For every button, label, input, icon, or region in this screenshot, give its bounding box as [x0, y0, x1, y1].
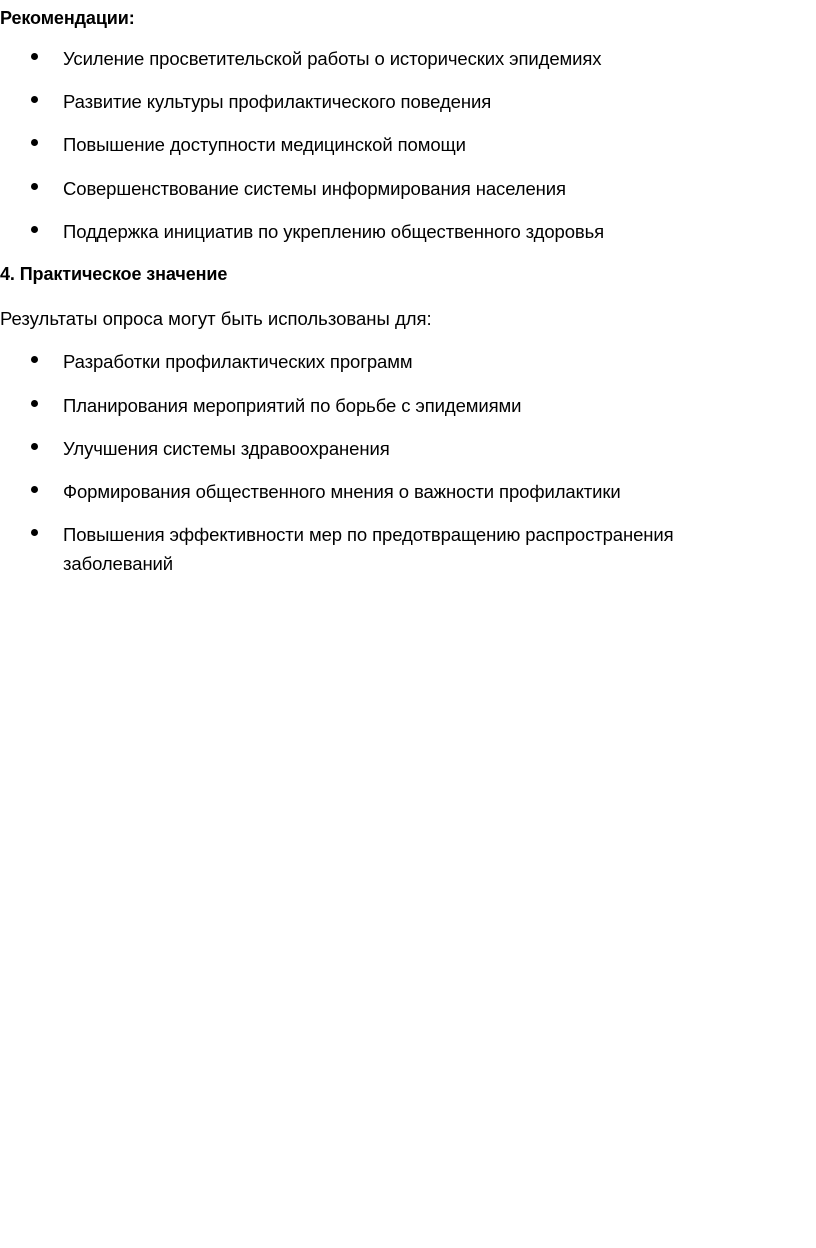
recommendations-heading: Рекомендации:	[0, 8, 135, 28]
list-item-text: Усиление просветительской работы о исторических эпидемиях	[63, 48, 602, 69]
bullet-icon	[31, 443, 38, 450]
list-item-text: Формирования общественного мнения о важности профилактики	[63, 481, 621, 502]
bullet-icon	[31, 400, 38, 407]
bullet-icon	[31, 226, 38, 233]
bullet-icon	[31, 486, 38, 493]
list-item-text: Планирования мероприятий по борьбе с эпидемиями	[63, 395, 522, 416]
bullet-icon	[31, 529, 38, 536]
bullet-icon	[31, 96, 38, 103]
bullet-icon	[31, 183, 38, 190]
bullet-icon	[31, 356, 38, 363]
list-item-text: Развитие культуры профилактического поведения	[63, 91, 492, 112]
bullet-icon	[31, 53, 38, 60]
list-item-text: Повышение доступности медицинской помощи	[63, 134, 466, 155]
section-intro: Результаты опроса могут быть использованы для:	[0, 308, 432, 329]
bullet-icon	[31, 139, 38, 146]
list-item-text: Разработки профилактических программ	[63, 351, 413, 372]
list-item-text: Повышения эффективности мер по предотвращению распространения заболеваний	[63, 524, 674, 574]
section-heading: 4. Практическое значение	[0, 264, 228, 284]
list-item-text: Поддержка инициатив по укреплению общественного здоровья	[63, 221, 605, 242]
list-item-text: Совершенствование системы информирования населения	[63, 178, 566, 199]
list-item-text: Улучшения системы здравоохранения	[63, 438, 390, 459]
